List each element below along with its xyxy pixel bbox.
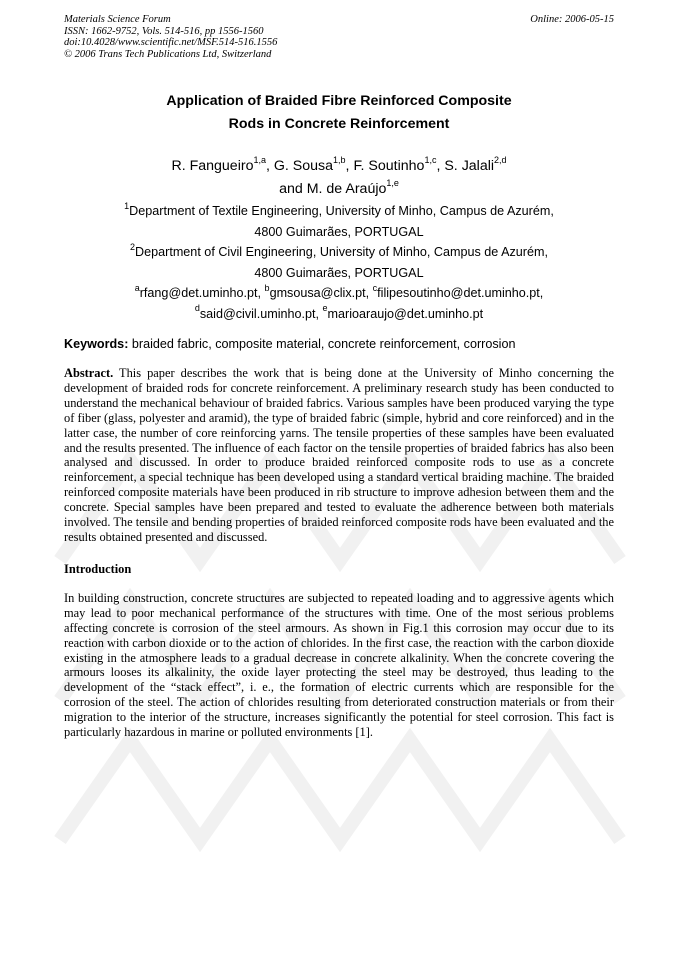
emails-line-2 bbox=[64, 304, 614, 325]
email-address: filipesoutinho@det.uminho.pt, bbox=[377, 286, 544, 300]
online-date: Online: 2006-05-15 bbox=[530, 14, 614, 25]
affiliation-1 bbox=[64, 201, 614, 242]
title-line-2: Rods in Concrete Reinforcement bbox=[228, 116, 450, 132]
keywords-text: braided fabric, composite material, concrete reinforcement, corrosion bbox=[131, 337, 516, 351]
email-address: marioaraujo@det.uminho.pt bbox=[327, 306, 484, 321]
email-superscript: c bbox=[372, 282, 378, 293]
author-name: G. Sousa bbox=[273, 158, 334, 174]
emails-line-1 bbox=[64, 283, 614, 304]
email-address: gmsousa@clix.pt, bbox=[269, 286, 370, 300]
title-line-1: Application of Braided Fibre Reinforced Composite bbox=[166, 93, 512, 109]
affiliation-1-line-2: 4800 Guimarães, PORTUGAL bbox=[254, 224, 424, 239]
author-superscript: 1,c bbox=[424, 155, 437, 166]
author-name: R. Fangueiro bbox=[171, 158, 254, 174]
authors-line-2 bbox=[64, 178, 614, 201]
paper-title bbox=[64, 90, 614, 136]
email-superscript: b bbox=[264, 282, 270, 293]
copyright-line: © 2006 Trans Tech Publications Ltd, Switzerland bbox=[64, 48, 272, 60]
doi-line: doi:10.4028/www.scientific.net/MSF.514-516.1556 bbox=[64, 37, 278, 48]
authors-line-1: R. Fangueiro$^{1,a}$, G. Sousa$^{1,b}$, F. Soutinho$^{1,c}$, S. Jalali$^{2,d}$ bbox=[171, 155, 507, 174]
email-address: said@civil.uminho.pt, bbox=[199, 306, 320, 321]
issn-line: ISSN: 1662-9752, Vols. 514-516, pp 1556-1560 bbox=[64, 25, 264, 37]
email-superscript: d bbox=[194, 303, 200, 314]
affiliation-2-line-2: 4800 Guimarães, PORTUGAL bbox=[254, 265, 424, 280]
affiliation-2 bbox=[64, 242, 614, 283]
author-conjunction: and bbox=[279, 181, 303, 197]
abstract-label: Abstract. bbox=[64, 366, 114, 380]
abstract bbox=[64, 366, 614, 545]
keywords-label: Keywords: bbox=[64, 337, 129, 351]
author-superscript: 1,b bbox=[333, 155, 346, 166]
affiliation-superscript: 2 bbox=[130, 241, 136, 252]
affiliation-text: Department of Textile Engineering, University of Minho, Campus de Azurém, bbox=[129, 204, 554, 218]
email-superscript: a bbox=[134, 282, 140, 293]
author-name: F. Soutinho bbox=[353, 158, 425, 174]
page-content bbox=[64, 14, 614, 740]
affiliation-text: Department of Civil Engineering, University of Minho, Campus de Azurém, bbox=[135, 245, 548, 259]
author-superscript: 2,d bbox=[494, 155, 507, 166]
journal-header bbox=[64, 14, 614, 60]
email-address: rfang@det.uminho.pt, bbox=[139, 286, 262, 300]
author-superscript: 1,a bbox=[253, 155, 266, 166]
author-list bbox=[64, 155, 614, 201]
abstract-text: This paper describes the work that is being done at the University of Minho concerning the development of braided rods for concrete reinforcement. A preliminary research study has been conducted to understand the mechanical behaviour of braided fabrics. Various samples have been produced varying the type of fiber (glass, polyester and aramid), the type of braided fabric (simple, hybrid and core reinforced) and in the latter case, the number of core reinforcing yarns. The tensile properties of these samples have been evaluated and the results presented. The influence of each factor on the tensile properties of braided fabrics has also been analysed and discussed. In order to produce braided reinforced composite rods to use as a concrete reinforcement, a special technique has been developed using a standard vertical braiding machine. The braided reinforced composite materials have been produced in rib structure to improve adhesion between them and the concrete. Special samples have been prepared and tested to evaluate the adherence between both materials involved. The tensile and bending properties of braided reinforced composite rods have been evaluated and the results obtained presented and discussed. bbox=[64, 366, 615, 544]
affiliation-2-line-1 bbox=[64, 242, 614, 263]
introduction-paragraph: In building construction, concrete structures are subjected to repeated loading and to aggressive agents which may lead to poor mechanical performance of the structures with time. One of the most serious problems affecting concrete is corrosion of the steel armours. As shown in Fig.1 this corrosion may occur due to its reaction with carbon dioxide or to the action of chlorides. In the first case, the reaction with the carbon dioxide existing in the atmosphere leads to a gradual decrease in concrete alkalinity. When the concrete covering the armours looses its alkalinity, the oxide layer protecting the steel may be destroyed, thus leading to the development of the “stack effect”, i. e., the formation of electric currents which are responsible for the corrosion of the steel. The action of chlorides resulting from deteriorated construction materials or from their migration to the interior of the structure, increases significantly the potential for steel corrosion. This fact is particularly hazardous in marine or polluted environments [1]. bbox=[64, 590, 614, 740]
affiliation-superscript: 1 bbox=[124, 200, 130, 211]
keywords bbox=[64, 336, 614, 352]
author-emails bbox=[64, 283, 614, 324]
journal-name: Materials Science Forum bbox=[64, 14, 171, 25]
affiliation-1-line-1 bbox=[64, 201, 614, 222]
email-superscript: e bbox=[322, 303, 328, 314]
author-superscript: 1,e bbox=[386, 178, 399, 189]
author-name: S. Jalali bbox=[444, 158, 495, 174]
author-name: M. de Araújo bbox=[306, 181, 387, 197]
section-heading-introduction: Introduction bbox=[64, 561, 132, 576]
